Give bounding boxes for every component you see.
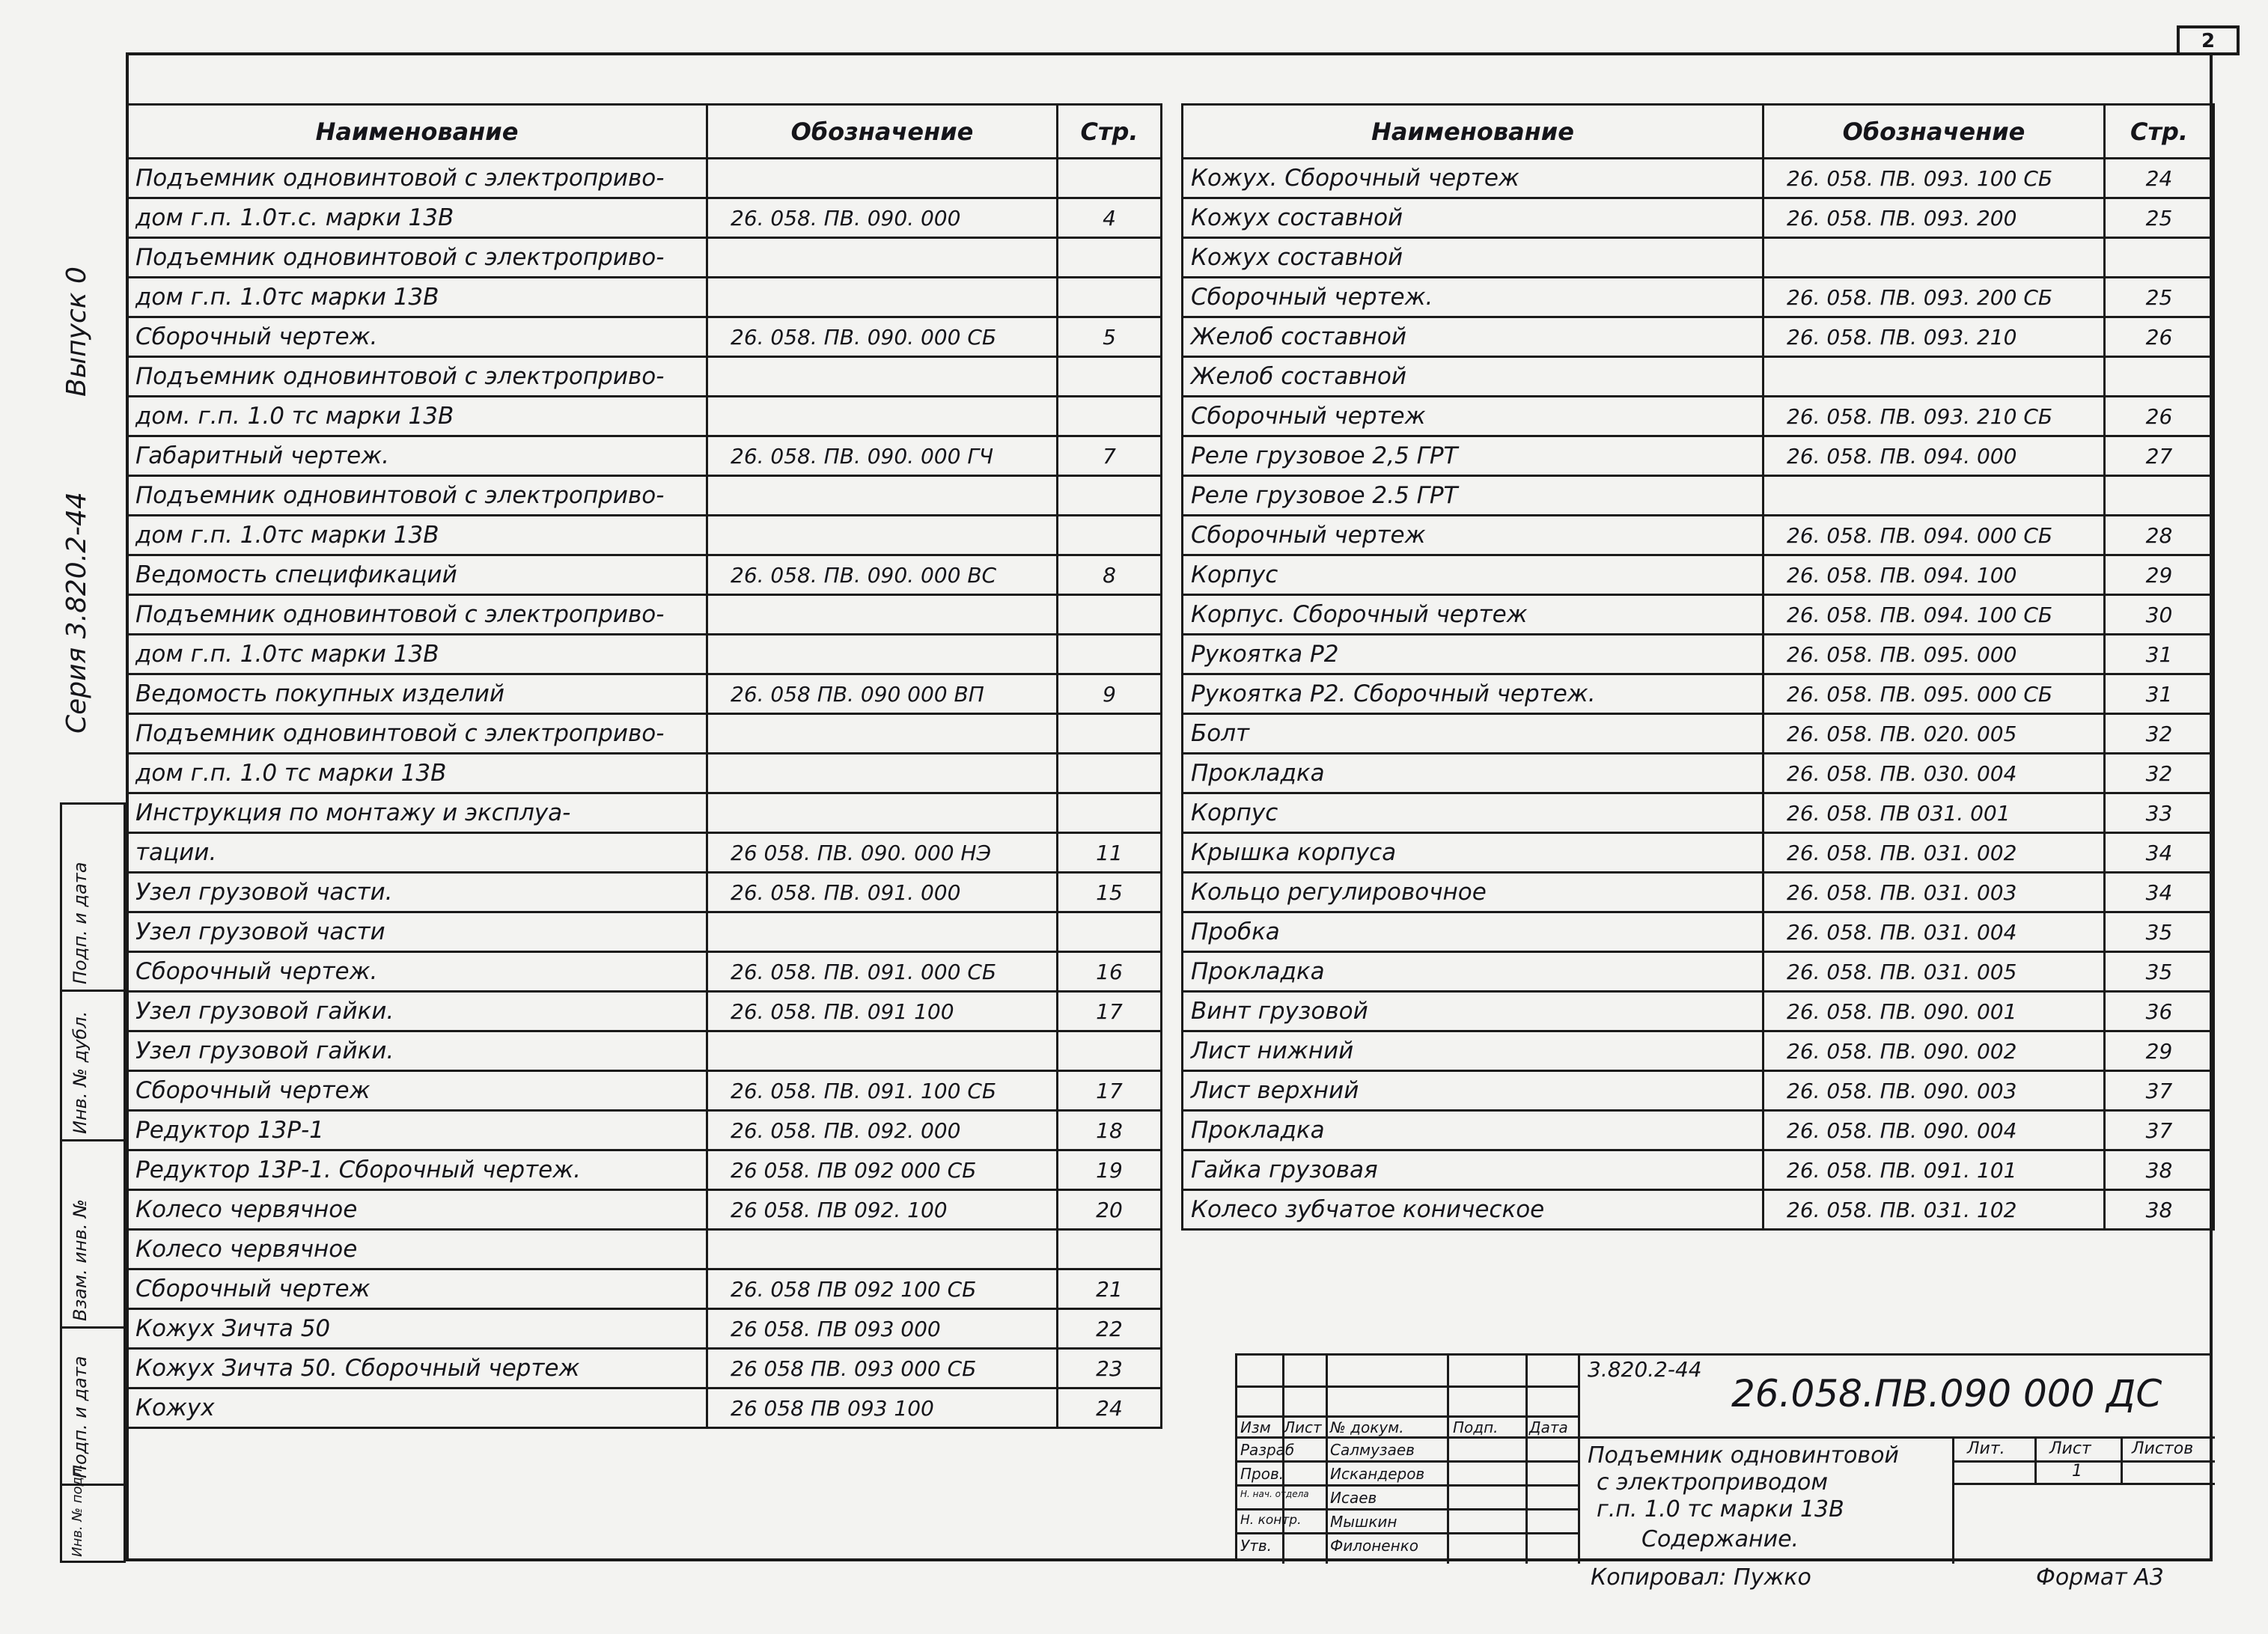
staff-name: Салмузаев — [1330, 1441, 1415, 1459]
item-code: 26. 058. ПВ. 095. 000 СБ — [1764, 674, 2105, 714]
table-header-row — [127, 105, 1162, 159]
item-code: 26. 058. ПВ. 094. 100 — [1764, 555, 2105, 595]
header-name: Наименование — [127, 105, 707, 159]
item-page — [1058, 357, 1162, 397]
item-code: 26 058. ПВ. 090. 000 НЭ — [707, 833, 1058, 873]
table-row — [1183, 516, 2214, 555]
table-row — [1183, 278, 2214, 317]
item-name: Болт — [1183, 714, 1764, 754]
table-row — [127, 516, 1162, 555]
item-page: 27 — [2105, 436, 2214, 476]
item-name: Редуктор 13Р-1. Сборочный чертеж. — [127, 1150, 707, 1190]
item-name: Кольцо регулировочное — [1183, 873, 1764, 912]
item-code: 26. 058. ПВ. 090. 003 — [1764, 1071, 2105, 1111]
item-name: Корпус — [1183, 793, 1764, 833]
item-page: 31 — [2105, 674, 2214, 714]
item-page: 9 — [1058, 674, 1162, 714]
item-name: Лист нижний — [1183, 1031, 1764, 1071]
table-row — [127, 595, 1162, 635]
item-name: Подъемник одновинтовой с электроприво- — [127, 159, 707, 198]
sheet-label: Лист — [2049, 1439, 2091, 1458]
item-page: 37 — [2105, 1111, 2214, 1150]
item-code: 26. 058 ПВ. 090 000 ВП — [707, 674, 1058, 714]
item-page — [2105, 357, 2214, 397]
item-page: 30 — [2105, 595, 2214, 635]
item-code — [1764, 476, 2105, 516]
item-page: 32 — [2105, 714, 2214, 754]
item-code: 26. 058. ПВ. 031. 102 — [1764, 1190, 2105, 1230]
item-page: 34 — [2105, 873, 2214, 912]
stamp-cell: Взам. инв. № — [62, 1141, 124, 1329]
item-name: Подъемник одновинтовой с электроприво- — [127, 714, 707, 754]
staff-role: Утв. — [1240, 1537, 1272, 1555]
item-name: Сборочный чертеж — [1183, 516, 1764, 555]
item-name: Лист верхний — [1183, 1071, 1764, 1111]
table-row — [127, 317, 1162, 357]
item-page: 21 — [1058, 1269, 1162, 1309]
item-code — [707, 476, 1058, 516]
item-page: 38 — [2105, 1150, 2214, 1190]
item-code: 26. 058. ПВ 031. 001 — [1764, 793, 2105, 833]
item-page — [1058, 1031, 1162, 1071]
item-code — [707, 397, 1058, 436]
table-row — [1183, 476, 2214, 516]
table-row — [1183, 1190, 2214, 1230]
item-name: Подъемник одновинтовой с электроприво- — [127, 357, 707, 397]
item-page: 26 — [2105, 397, 2214, 436]
stamp-cell: Инв. № подл. — [70, 1463, 85, 1557]
item-page — [1058, 635, 1162, 674]
item-name: Узел грузовой гайки. — [127, 1031, 707, 1071]
table-row — [1183, 952, 2214, 992]
item-page: 23 — [1058, 1349, 1162, 1388]
item-code: 26. 058. ПВ. 031. 005 — [1764, 952, 2105, 992]
description-line: с электроприводом — [1597, 1469, 1829, 1496]
item-page: 20 — [1058, 1190, 1162, 1230]
item-page — [1058, 516, 1162, 555]
table-row — [127, 992, 1162, 1031]
header-code: Обозначение — [707, 105, 1058, 159]
sheet-value: 1 — [2072, 1462, 2082, 1481]
item-code: 26. 058. ПВ. 091. 000 СБ — [707, 952, 1058, 992]
item-page: 11 — [1058, 833, 1162, 873]
description-line: г.п. 1.0 тс марки 13В — [1597, 1496, 1844, 1522]
item-code: 26. 058. ПВ. 091. 000 — [707, 873, 1058, 912]
item-name: Колесо червячное — [127, 1230, 707, 1269]
item-name: Сборочный чертеж — [127, 1269, 707, 1309]
item-page — [1058, 754, 1162, 793]
item-code: 26 058. ПВ 092 000 СБ — [707, 1150, 1058, 1190]
item-code: 26. 058. ПВ. 094. 000 СБ — [1764, 516, 2105, 555]
item-code: 26 058 ПВ 093 100 — [707, 1388, 1058, 1428]
item-page: 33 — [2105, 793, 2214, 833]
item-name: Крышка корпуса — [1183, 833, 1764, 873]
table-row — [127, 1388, 1162, 1428]
table-row — [1183, 873, 2214, 912]
table-row — [127, 1190, 1162, 1230]
item-code — [707, 357, 1058, 397]
table-row — [127, 555, 1162, 595]
item-code: 26. 058. ПВ. 095. 000 — [1764, 635, 2105, 674]
item-name: Гайка грузовая — [1183, 1150, 1764, 1190]
item-page: 31 — [2105, 635, 2214, 674]
table-row — [1183, 833, 2214, 873]
item-name: Узел грузовой части — [127, 912, 707, 952]
item-page: 4 — [1058, 198, 1162, 238]
item-code: 26. 058. ПВ. 091. 100 СБ — [707, 1071, 1058, 1111]
item-page — [1058, 159, 1162, 198]
table-row — [1183, 992, 2214, 1031]
item-name: дом г.п. 1.0тс марки 13В — [127, 635, 707, 674]
item-page: 26 — [2105, 317, 2214, 357]
header-page: Стр. — [2105, 105, 2214, 159]
item-page: 16 — [1058, 952, 1162, 992]
table-row — [127, 1150, 1162, 1190]
table-row — [1183, 555, 2214, 595]
col-label: № докум. — [1330, 1418, 1404, 1436]
stamp-cell: Подп. и дата — [62, 805, 124, 992]
item-code — [707, 714, 1058, 754]
item-page: 17 — [1058, 1071, 1162, 1111]
item-code: 26. 058. ПВ. 030. 004 — [1764, 754, 2105, 793]
item-page: 7 — [1058, 436, 1162, 476]
table-row — [1183, 595, 2214, 635]
item-code: 26. 058. ПВ. 093. 210 — [1764, 317, 2105, 357]
table-row — [1183, 1150, 2214, 1190]
item-name: Рукоятка Р2 — [1183, 635, 1764, 674]
item-page: 32 — [2105, 754, 2214, 793]
table-row — [127, 1031, 1162, 1071]
table-row — [127, 159, 1162, 198]
item-name: Реле грузовое 2.5 ГРТ — [1183, 476, 1764, 516]
item-code: 26. 058. ПВ. 090. 000 СБ — [707, 317, 1058, 357]
item-name: Сборочный чертеж — [1183, 397, 1764, 436]
item-code: 26. 058 ПВ 092 100 СБ — [707, 1269, 1058, 1309]
item-code — [707, 754, 1058, 793]
item-page: 17 — [1058, 992, 1162, 1031]
item-page: 35 — [2105, 912, 2214, 952]
item-name: Кожух. Сборочный чертеж — [1183, 159, 1764, 198]
header-code: Обозначение — [1764, 105, 2105, 159]
item-page — [1058, 476, 1162, 516]
item-page — [1058, 238, 1162, 278]
copied-by: Копировал: Пужко — [1591, 1564, 1811, 1591]
item-name: Корпус — [1183, 555, 1764, 595]
item-name: Сборочный чертеж. — [127, 317, 707, 357]
item-code — [707, 635, 1058, 674]
item-name: дом. г.п. 1.0 тс марки 13В — [127, 397, 707, 436]
table-row — [127, 714, 1162, 754]
item-name: Подъемник одновинтовой с электроприво- — [127, 476, 707, 516]
item-name: Узел грузовой части. — [127, 873, 707, 912]
table-row — [1183, 635, 2214, 674]
item-name: Пробка — [1183, 912, 1764, 952]
table-row — [127, 1230, 1162, 1269]
item-page: 38 — [2105, 1190, 2214, 1230]
staff-role: Н. нач. отдела — [1240, 1489, 1309, 1499]
table-row — [1183, 1031, 2214, 1071]
table-row — [127, 793, 1162, 833]
item-name: Ведомость спецификаций — [127, 555, 707, 595]
item-page — [2105, 238, 2214, 278]
item-page: 37 — [2105, 1071, 2214, 1111]
table-row — [127, 278, 1162, 317]
table-row — [127, 754, 1162, 793]
table-row — [1183, 357, 2214, 397]
item-code: 26 058 ПВ. 093 000 СБ — [707, 1349, 1058, 1388]
item-page — [2105, 476, 2214, 516]
item-name: Редуктор 13Р-1 — [127, 1111, 707, 1150]
item-page: 5 — [1058, 317, 1162, 357]
staff-name: Искандеров — [1330, 1465, 1425, 1483]
item-code: 26. 058. ПВ. 020. 005 — [1764, 714, 2105, 754]
item-code — [707, 278, 1058, 317]
staff-name: Мышкин — [1330, 1513, 1397, 1531]
item-code — [1764, 357, 2105, 397]
table-row — [127, 1111, 1162, 1150]
item-name: Узел грузовой гайки. — [127, 992, 707, 1031]
sheets-label: Листов — [2132, 1439, 2194, 1458]
item-page: 22 — [1058, 1309, 1162, 1349]
item-code: 26. 058. ПВ. 090. 002 — [1764, 1031, 2105, 1071]
side-issue: Выпуск 0 — [61, 266, 92, 397]
item-name: Рукоятка Р2. Сборочный чертеж. — [1183, 674, 1764, 714]
item-page — [1058, 278, 1162, 317]
header-page: Стр. — [1058, 105, 1162, 159]
table-row — [127, 397, 1162, 436]
item-code: 26. 058. ПВ. 091 100 — [707, 992, 1058, 1031]
lit-label: Лит. — [1967, 1439, 2005, 1458]
item-page — [1058, 397, 1162, 436]
item-page — [1058, 595, 1162, 635]
item-code — [707, 238, 1058, 278]
item-page: 35 — [2105, 952, 2214, 992]
item-page: 34 — [2105, 833, 2214, 873]
item-name: Корпус. Сборочный чертеж — [1183, 595, 1764, 635]
item-name: Кожух составной — [1183, 198, 1764, 238]
item-code: 26. 058. ПВ. 090. 001 — [1764, 992, 2105, 1031]
table-row — [1183, 436, 2214, 476]
item-code: 26. 058. ПВ. 093. 200 — [1764, 198, 2105, 238]
item-page: 24 — [2105, 159, 2214, 198]
item-page: 25 — [2105, 198, 2214, 238]
item-code: 26. 058. ПВ. 093. 210 СБ — [1764, 397, 2105, 436]
item-name: Кожух составной — [1183, 238, 1764, 278]
item-name: Кожух — [127, 1388, 707, 1428]
item-name: Подъемник одновинтовой с электроприво- — [127, 595, 707, 635]
item-name: Винт грузовой — [1183, 992, 1764, 1031]
item-code: 26. 058. ПВ. 031. 003 — [1764, 873, 2105, 912]
table-row — [127, 436, 1162, 476]
item-code: 26. 058. ПВ. 094. 100 СБ — [1764, 595, 2105, 635]
item-name: Желоб составной — [1183, 357, 1764, 397]
item-code: 26. 058. ПВ. 090. 004 — [1764, 1111, 2105, 1150]
item-name: Колесо зубчатое коническое — [1183, 1190, 1764, 1230]
title-block — [1235, 1353, 2213, 1561]
staff-role: Разраб — [1240, 1441, 1295, 1459]
item-name: Кожух Зичта 50 — [127, 1309, 707, 1349]
table-row — [127, 674, 1162, 714]
item-code: 26. 058. ПВ. 093. 200 СБ — [1764, 278, 2105, 317]
item-code — [707, 1230, 1058, 1269]
item-page: 8 — [1058, 555, 1162, 595]
item-page — [1058, 912, 1162, 952]
header-name: Наименование — [1183, 105, 1764, 159]
item-code: 26 058. ПВ 092. 100 — [707, 1190, 1058, 1230]
side-title — [61, 195, 106, 734]
table-row — [127, 1071, 1162, 1111]
table-row — [127, 833, 1162, 873]
table-row — [127, 476, 1162, 516]
table-row — [1183, 238, 2214, 278]
table-row — [127, 1309, 1162, 1349]
table-row — [1183, 159, 2214, 198]
side-series: Серия 3.820.2-44 — [61, 492, 92, 734]
item-name: дом г.п. 1.0тс марки 13В — [127, 516, 707, 555]
table-row — [1183, 1111, 2214, 1150]
side-stamp-column — [60, 802, 126, 1563]
item-code: 26. 058. ПВ. 090. 000 ГЧ — [707, 436, 1058, 476]
table-row — [127, 873, 1162, 912]
item-page: 24 — [1058, 1388, 1162, 1428]
table-row — [127, 238, 1162, 278]
table-row — [127, 357, 1162, 397]
item-code: 26. 058. ПВ. 091. 101 — [1764, 1150, 2105, 1190]
item-code: 26. 058. ПВ. 090. 000 — [707, 198, 1058, 238]
item-name: дом г.п. 1.0 тс марки 13В — [127, 754, 707, 793]
item-name: Кожух Зичта 50. Сборочный чертеж — [127, 1349, 707, 1388]
document-code: 26.058.ПВ.090 000 ДС — [1731, 1372, 2162, 1415]
item-name: Подъемник одновинтовой с электроприво- — [127, 238, 707, 278]
item-name: дом г.п. 1.0т.с. марки 13В — [127, 198, 707, 238]
item-name: Сборочный чертеж. — [127, 952, 707, 992]
table-row — [1183, 397, 2214, 436]
table-row — [1183, 674, 2214, 714]
item-page: 29 — [2105, 1031, 2214, 1071]
item-code — [707, 793, 1058, 833]
item-page: 19 — [1058, 1150, 1162, 1190]
staff-role: Пров. — [1240, 1465, 1284, 1483]
item-name: Габаритный чертеж. — [127, 436, 707, 476]
table-row — [1183, 912, 2214, 952]
table-row — [127, 1349, 1162, 1388]
item-code: 26. 058. ПВ. 093. 100 СБ — [1764, 159, 2105, 198]
item-name: Прокладка — [1183, 952, 1764, 992]
staff-name: Филоненко — [1330, 1537, 1419, 1555]
table-row — [1183, 317, 2214, 357]
item-page: 29 — [2105, 555, 2214, 595]
item-name: Желоб составной — [1183, 317, 1764, 357]
staff-role: Н. контр. — [1240, 1513, 1302, 1528]
table-row — [1183, 793, 2214, 833]
staff-name: Исаев — [1330, 1489, 1377, 1507]
table-header-row — [1183, 105, 2214, 159]
item-name: Ведомость покупных изделий — [127, 674, 707, 714]
col-label: Подп. — [1453, 1418, 1499, 1436]
item-code — [707, 595, 1058, 635]
item-code: 26. 058. ПВ. 031. 002 — [1764, 833, 2105, 873]
item-page — [1058, 1230, 1162, 1269]
item-name: Прокладка — [1183, 754, 1764, 793]
col-label: Изм — [1240, 1418, 1271, 1436]
item-name: Сборочный чертеж. — [1183, 278, 1764, 317]
col-label: Лист — [1284, 1418, 1322, 1436]
item-name: Сборочный чертеж — [127, 1071, 707, 1111]
table-row — [1183, 714, 2214, 754]
table-row — [127, 635, 1162, 674]
table-row — [127, 912, 1162, 952]
table-row — [127, 198, 1162, 238]
item-name: Инструкция по монтажу и эксплуа- — [127, 793, 707, 833]
table-row — [1183, 754, 2214, 793]
stamp-cell: Подп. и дата — [62, 1329, 124, 1486]
item-code: 26. 058. ПВ. 090. 000 ВС — [707, 555, 1058, 595]
item-code — [707, 159, 1058, 198]
item-page — [1058, 714, 1162, 754]
item-name: дом г.п. 1.0тс марки 13В — [127, 278, 707, 317]
series-code: 3.820.2-44 — [1588, 1357, 1702, 1382]
item-code: 26. 058. ПВ. 031. 004 — [1764, 912, 2105, 952]
stamp-cell: Инв. № дубл. — [62, 992, 124, 1141]
format-label: Формат А3 — [2036, 1564, 2164, 1591]
item-code: 26. 058. ПВ. 092. 000 — [707, 1111, 1058, 1150]
contents-table-left — [126, 103, 1162, 1429]
item-page: 25 — [2105, 278, 2214, 317]
description-line: Подъемник одновинтовой — [1588, 1442, 1899, 1469]
item-name: Колесо червячное — [127, 1190, 707, 1230]
sheet-number-box: 2 — [2177, 25, 2240, 55]
item-code — [1764, 238, 2105, 278]
item-code: 26. 058. ПВ. 094. 000 — [1764, 436, 2105, 476]
description-line: Содержание. — [1641, 1526, 1799, 1552]
item-code — [707, 912, 1058, 952]
table-row — [1183, 1071, 2214, 1111]
item-page: 15 — [1058, 873, 1162, 912]
table-row — [1183, 198, 2214, 238]
item-name: Прокладка — [1183, 1111, 1764, 1150]
item-page: 36 — [2105, 992, 2214, 1031]
item-page: 18 — [1058, 1111, 1162, 1150]
item-code: 26 058. ПВ 093 000 — [707, 1309, 1058, 1349]
table-row — [127, 1269, 1162, 1309]
col-label: Дата — [1529, 1418, 1568, 1436]
table-row — [127, 952, 1162, 992]
item-page: 28 — [2105, 516, 2214, 555]
item-code — [707, 516, 1058, 555]
item-code — [707, 1031, 1058, 1071]
item-name: тации. — [127, 833, 707, 873]
item-page — [1058, 793, 1162, 833]
contents-table-right — [1181, 103, 2215, 1231]
item-name: Реле грузовое 2,5 ГРТ — [1183, 436, 1764, 476]
